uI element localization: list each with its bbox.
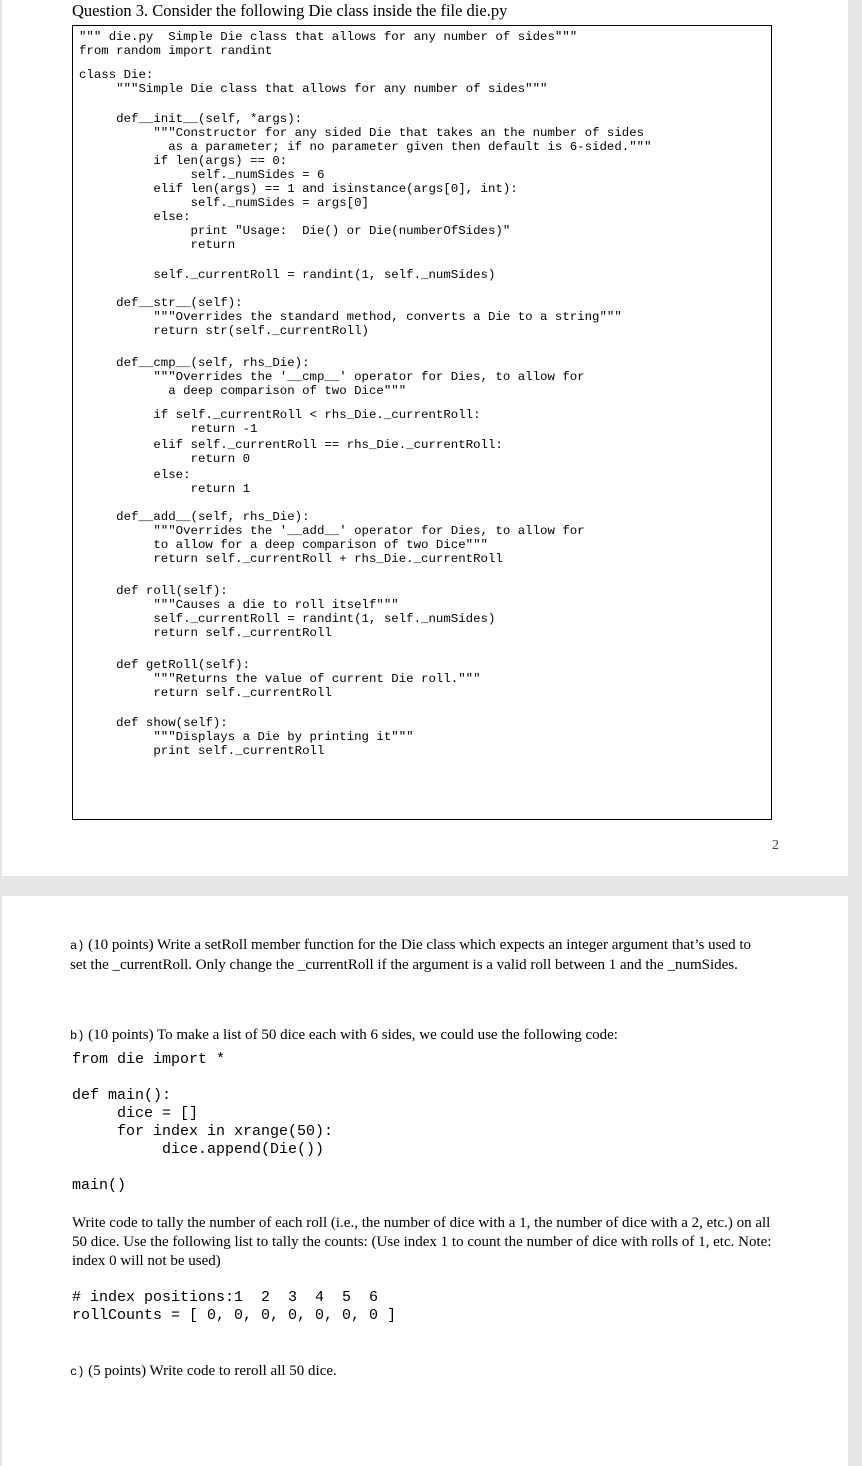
code-str-method: def__str__(self): """Overrides the standard method, converts a Die to a string""" return str(self._currentRoll) (116, 296, 622, 338)
part-b-intro (70, 1026, 770, 1046)
part-a-text: (10 points) Write a setRoll member function for the Die class which expects an integer argument that’s used to set the _currentRoll. Only change the _currentRoll if the argument is a valid roll between 1 and the _numSides. (70, 937, 751, 973)
part-a (70, 936, 770, 975)
exam-page-2 (2, 896, 848, 1466)
code-add-method: def__add__(self, rhs_Die): """Overrides the '__add__' operator for Dies, to allow for to allow for a deep comparison of two Dice""" return self._currentRoll + rhs_Die._currentRoll (116, 510, 585, 566)
code-cmp-method: def__cmp__(self, rhs_Die): """Overrides the '__cmp__' operator for Dies, to allow for a deep comparison of two Dice""" (116, 356, 585, 398)
part-b-label: b) (70, 1029, 85, 1043)
tally-list-code: # index positions:1 2 3 4 5 6 rollCounts = [ 0, 0, 0, 0, 0, 0, 0 ] (72, 1289, 397, 1324)
part-c-text: (5 points) Write code to reroll all 50 dice. (88, 1363, 337, 1379)
code-class-decl: class Die: """Simple Die class that allows for any number of sides""" (79, 68, 548, 96)
part-c-label: c) (70, 1365, 85, 1379)
page-number: 2 (772, 838, 779, 853)
code-init-method: def__init__(self, *args): """Constructor for any sided Die that takes an the number of sides as a parameter; if no parameter given then default is 6-sided.""" if len(args) == 0: self._numSides = 6 elif len(args) == 1 and isinstance(args[0], int): self._numSides = args[0] else: print "Usage: Die() or Die(numberOfSides)" return (116, 112, 652, 252)
part-a-label: a) (70, 939, 85, 953)
part-b-main-code: from die import * def main(): dice = [] for index in xrange(50): dice.append(Die()) main() (72, 1051, 334, 1194)
code-cmp-else: else: return 1 (153, 468, 251, 496)
code-init-roll: self._currentRoll = randint(1, self._numSides) (79, 268, 496, 282)
code-roll-method: def roll(self): """Causes a die to roll itself""" self._currentRoll = randint(1, self._numSides) return self._currentRoll (116, 584, 496, 640)
code-show-method: def show(self): """Displays a Die by printing it""" print self._currentRoll (116, 716, 414, 758)
part-c (70, 1362, 770, 1382)
code-getroll-method: def getRoll(self): """Returns the value of current Die roll.""" return self._currentRoll (116, 658, 481, 700)
die-class-code-box (72, 25, 772, 820)
exam-page-1 (2, 0, 848, 876)
code-cmp-less: if self._currentRoll < rhs_Die._currentRoll: return -1 (153, 408, 481, 436)
code-cmp-equal: elif self._currentRoll == rhs_Die._currentRoll: return 0 (153, 438, 503, 466)
code-header: """ die.py Simple Die class that allows for any number of sides""" from random import randint (79, 30, 578, 58)
part-b-tally-text: Write code to tally the number of each roll (i.e., the number of dice with a 1, the number of dice with a 2, etc.) on all 50 dice. Use the following list to tally the counts: (Use index 1 to count the number of dice with rolls of 1, etc. Note: index 0 will not be used) (72, 1215, 772, 1269)
question-title: Question 3. Consider the following Die class inside the file die.py (72, 1, 508, 20)
part-b-intro-text: (10 points) To make a list of 50 dice each with 6 sides, we could use the following code: (88, 1027, 618, 1043)
